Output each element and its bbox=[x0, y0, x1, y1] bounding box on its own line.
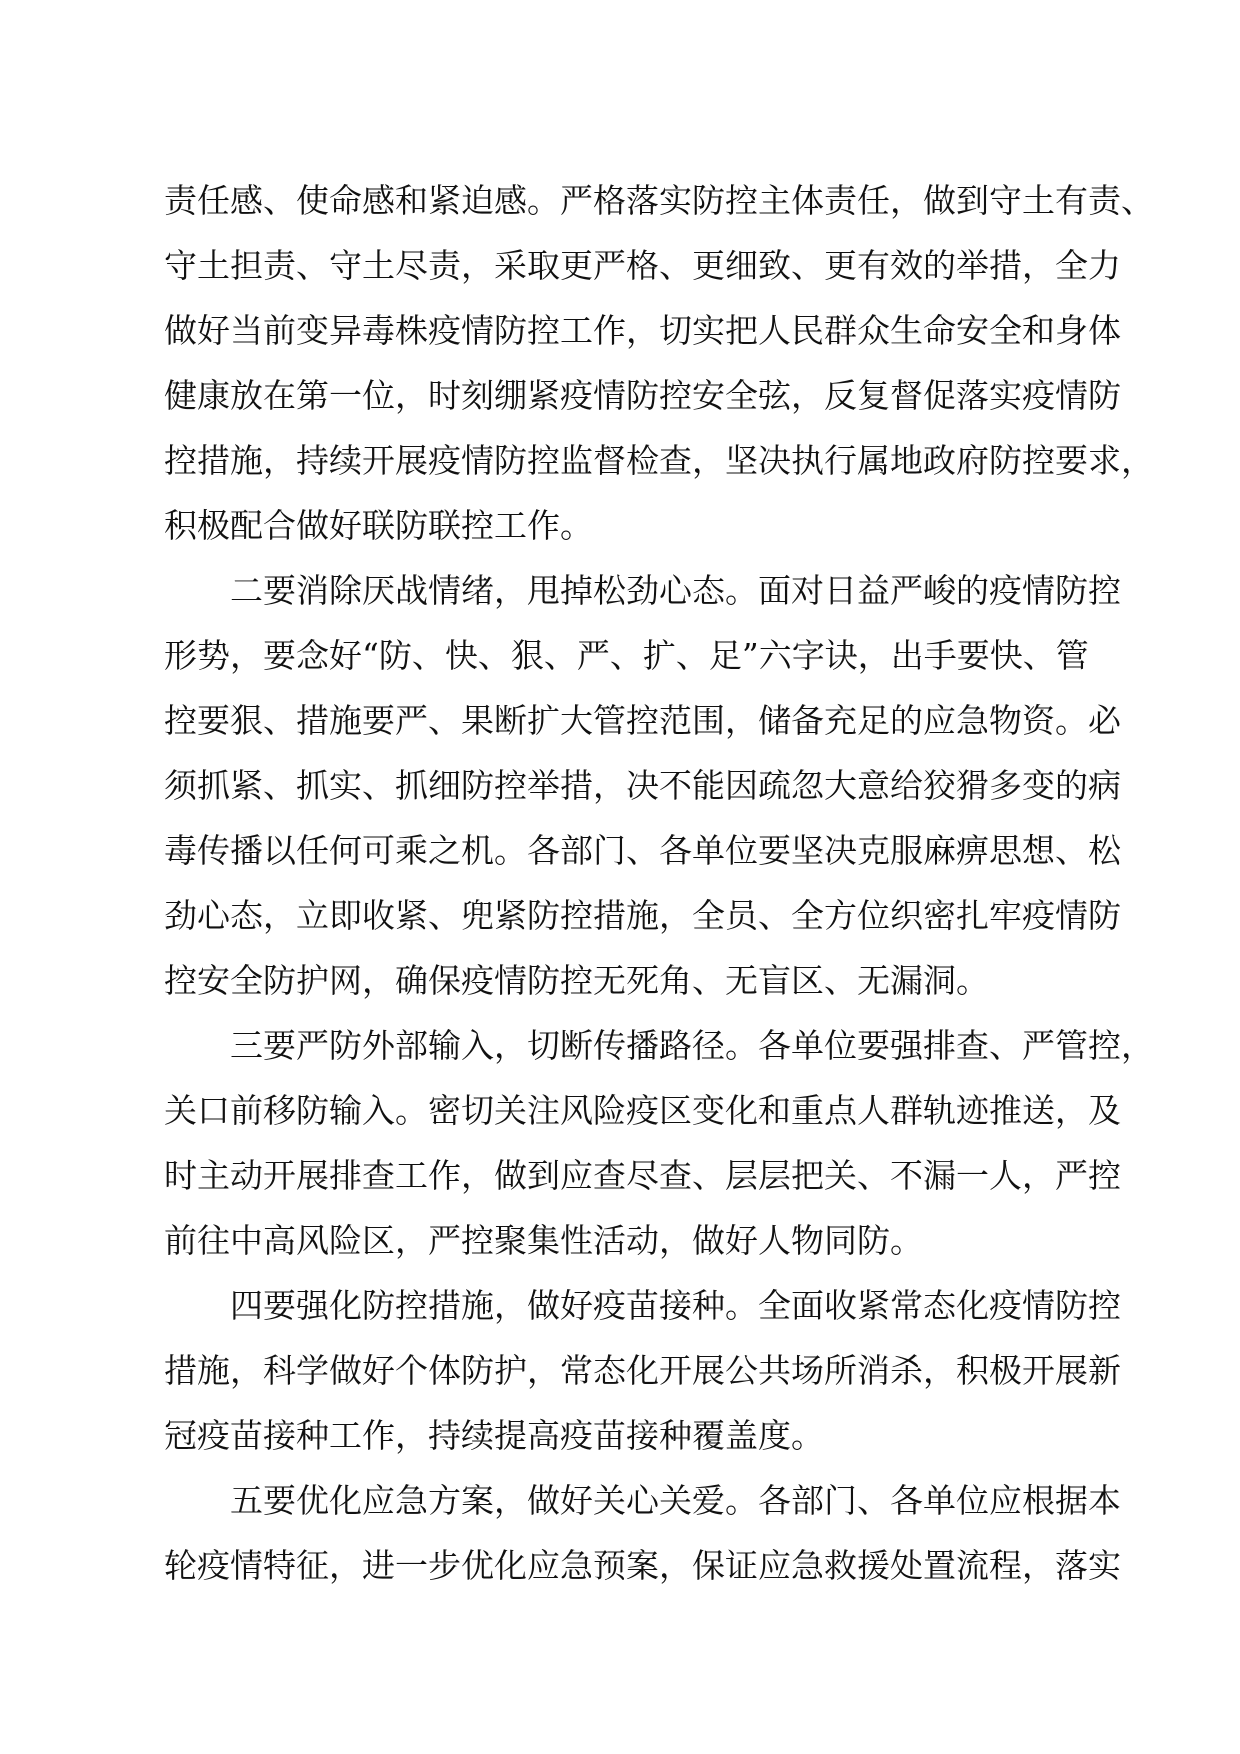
text-line: 须抓紧、抓实、抓细防控举措，决不能因疏忽大意给狡猾多变的病 bbox=[164, 766, 1121, 805]
text-line: 控安全防护网，确保疫情防控无死角、无盲区、无漏洞。 bbox=[164, 961, 989, 1000]
text-line: 四要强化防控措施，做好疫苗接种。全面收紧常态化疫情防控 bbox=[230, 1286, 1121, 1325]
text-line: 二要消除厌战情绪，甩掉松劲心态。面对日益严峻的疫情防控 bbox=[230, 571, 1121, 610]
text-line: 形势，要念好“防、快、狠、严、扩、足”六字诀，出手要快、管 bbox=[164, 636, 1089, 675]
text-line: 责任感、使命感和紧迫感。严格落实防控主体责任，做到守土有责、 bbox=[164, 181, 1154, 220]
text-line: 守土担责、守土尽责，采取更严格、更细致、更有效的举措，全力 bbox=[164, 246, 1121, 285]
paragraph bbox=[164, 558, 1121, 1013]
text-line: 三要严防外部输入，切断传播路径。各单位要强排查、严管控， bbox=[230, 1026, 1154, 1065]
text-line: 冠疫苗接种工作，持续提高疫苗接种覆盖度。 bbox=[164, 1416, 824, 1455]
text-line: 毒传播以任何可乘之机。各部门、各单位要坚决克服麻痹思想、松 bbox=[164, 831, 1121, 870]
text-line: 措施，科学做好个体防护，常态化开展公共场所消杀，积极开展新 bbox=[164, 1351, 1121, 1390]
text-line: 轮疫情特征，进一步优化应急预案，保证应急救援处置流程，落实 bbox=[164, 1546, 1121, 1585]
paragraph bbox=[164, 168, 1154, 558]
text-line: 积极配合做好联防联控工作。 bbox=[164, 506, 593, 545]
paragraph bbox=[164, 1468, 1121, 1598]
text-line: 控措施，持续开展疫情防控监督检查，坚决执行属地政府防控要求， bbox=[164, 441, 1154, 480]
text-line: 健康放在第一位，时刻绷紧疫情防控安全弦，反复督促落实疫情防 bbox=[164, 376, 1121, 415]
text-line: 前往中高风险区，严控聚集性活动，做好人物同防。 bbox=[164, 1221, 923, 1260]
text-line: 关口前移防输入。密切关注风险疫区变化和重点人群轨迹推送，及 bbox=[164, 1091, 1121, 1130]
text-line: 时主动开展排查工作，做到应查尽查、层层把关、不漏一人，严控 bbox=[164, 1156, 1121, 1195]
paragraph bbox=[164, 1013, 1154, 1273]
text-line: 做好当前变异毒株疫情防控工作，切实把人民群众生命安全和身体 bbox=[164, 311, 1121, 350]
text-line: 劲心态，立即收紧、兜紧防控措施，全员、全方位织密扎牢疫情防 bbox=[164, 896, 1121, 935]
text-line: 控要狠、措施要严、果断扩大管控范围，储备充足的应急物资。必 bbox=[164, 701, 1121, 740]
text-line: 五要优化应急方案，做好关心关爱。各部门、各单位应根据本 bbox=[230, 1481, 1121, 1520]
paragraph bbox=[164, 1273, 1121, 1468]
document-body bbox=[164, 168, 1154, 1598]
